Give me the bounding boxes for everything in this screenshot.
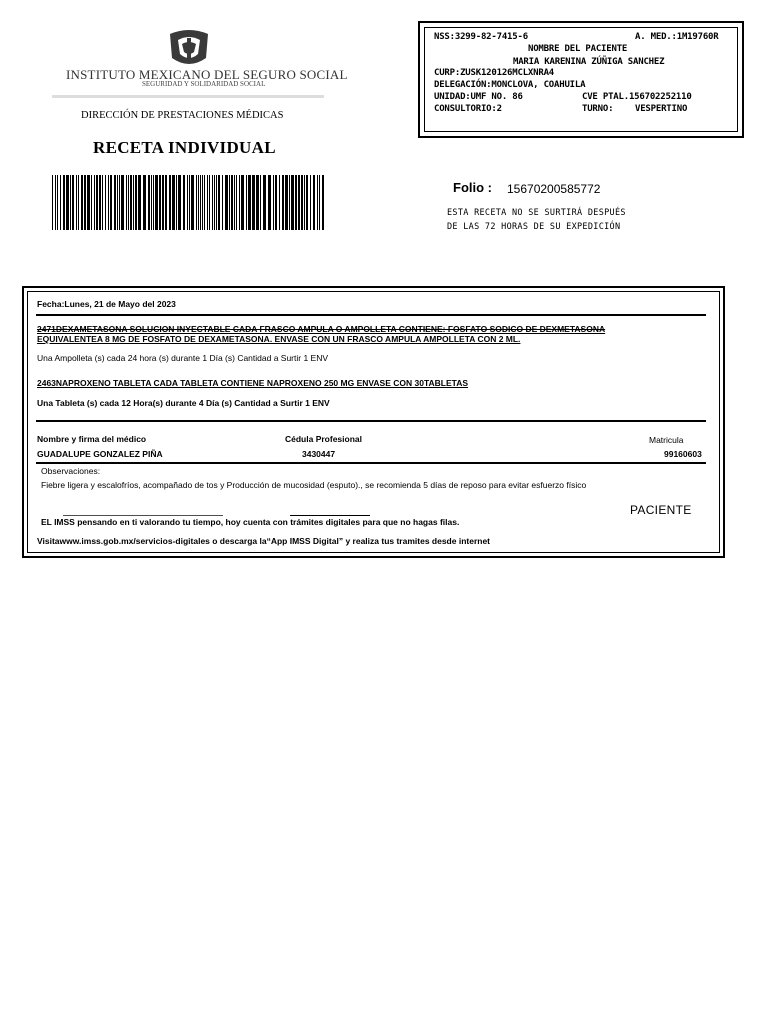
direccion-label: DIRECCIÓN DE PRESTACIONES MÉDICAS <box>81 110 284 121</box>
matricula-label: Matricula <box>649 435 684 445</box>
patient-info-inner <box>424 27 738 132</box>
blue-signature-line <box>63 515 223 516</box>
doctor-divider <box>36 462 706 464</box>
curp-field: CURP:ZUSK120126MCLXNRA4 <box>434 68 555 78</box>
cedula-label: Cédula Profesional <box>285 434 362 444</box>
patient-name-label: NOMBRE DEL PACIENTE <box>528 44 628 54</box>
cedula-value: 3430447 <box>302 449 336 459</box>
medication-1-line2: EQUIVALENTEA 8 MG DE FOSFATO DE DEXAMETASONA. ENVASE CON UN FRASCO AMPULA AMPOLLETA CON 2 ML. <box>37 334 521 344</box>
consultorio-field: CONSULTORIO:2 <box>434 104 502 114</box>
unidad-field: UNIDAD:UMF NO. 86 <box>434 92 523 102</box>
prescription-date: Fecha:Lunes, 21 de Mayo del 2023 <box>37 299 176 309</box>
date-divider <box>36 314 706 316</box>
a-med-field: A. MED.:1M19760R <box>635 32 719 42</box>
meds-divider <box>36 420 706 422</box>
medication-2-dose: Una Tableta (s) cada 12 Hora(s) durante 4 Día (s) Cantidad a Surtir 1 ENV <box>37 398 330 408</box>
page-title: RECETA INDIVIDUAL <box>93 138 276 157</box>
patient-name: MARIA KARENINA ZÚÑIGA SANCHEZ <box>513 57 665 67</box>
prescription-inner <box>27 291 720 553</box>
signature-line <box>290 515 370 516</box>
prescription-box <box>22 286 725 558</box>
imss-website-message: Visitawww.imss.gob.mx/servicios-digitales o descarga la“App IMSS Digital” y realiza tus tramites desde internet <box>37 536 491 546</box>
delegacion-field: DELEGACIÓN:MONCLOVA, COAHUILA <box>434 80 586 90</box>
header-divider <box>52 95 324 98</box>
medication-1-line1: 2471DEXAMETASONA SOLUCION INYECTABLE CADA FRASCO AMPULA O AMPOLLETA CONTIENE: FOSFATO SODICO DE DEXMETASONA <box>37 324 606 334</box>
patient-info-box <box>418 21 744 138</box>
institution-subtitle: SEGURIDAD Y SOLIDARIDAD SOCIAL <box>142 80 266 88</box>
barcode-icon <box>52 175 326 230</box>
imss-eagle-logo-icon <box>166 28 212 68</box>
doctor-name-label: Nombre y firma del médico <box>37 434 147 444</box>
imss-digital-message: EL IMSS pensando en ti valorando tu tiempo, hoy cuenta con trámites digitales para que no hagas filas. <box>41 517 460 527</box>
observations-label: Observaciones: <box>41 466 101 476</box>
turno-value: VESPERTINO <box>635 104 688 114</box>
matricula-value: 99160603 <box>664 449 702 459</box>
turno-label: TURNO: <box>582 104 614 114</box>
folio-number: 15670200585772 <box>507 182 601 196</box>
institution-name: INSTITUTO MEXICANO DEL SEGURO SOCIAL <box>66 67 348 82</box>
medication-1-dose: Una Ampolleta (s) cada 24 hora (s) durante 1 Día (s) Cantidad a Surtir 1 ENV <box>37 353 329 363</box>
cve-ptal-field: CVE PTAL.156702252110 <box>582 92 692 102</box>
nss-field: NSS:3299-82-7415-6 <box>434 32 528 42</box>
expiry-notice-line2: DE LAS 72 HORAS DE SU EXPEDICIÓN <box>447 222 621 232</box>
paciente-label: PACIENTE <box>630 503 692 517</box>
folio-label: Folio : <box>453 180 492 195</box>
observations-text: Fiebre ligera y escalofríos, acompañado de tos y Producción de mucosidad (esputo)., se recomienda 5 días de reposo para evitar esfuerzo físico <box>41 480 587 490</box>
doctor-name: GUADALUPE GONZALEZ PIÑA <box>37 449 163 459</box>
medication-2-line1: 2463NAPROXENO TABLETA CADA TABLETA CONTIENE NAPROXENO 250 MG ENVASE CON 30TABLETAS <box>37 378 469 388</box>
expiry-notice-line1: ESTA RECETA NO SE SURTIRÁ DESPUÉS <box>447 208 626 218</box>
